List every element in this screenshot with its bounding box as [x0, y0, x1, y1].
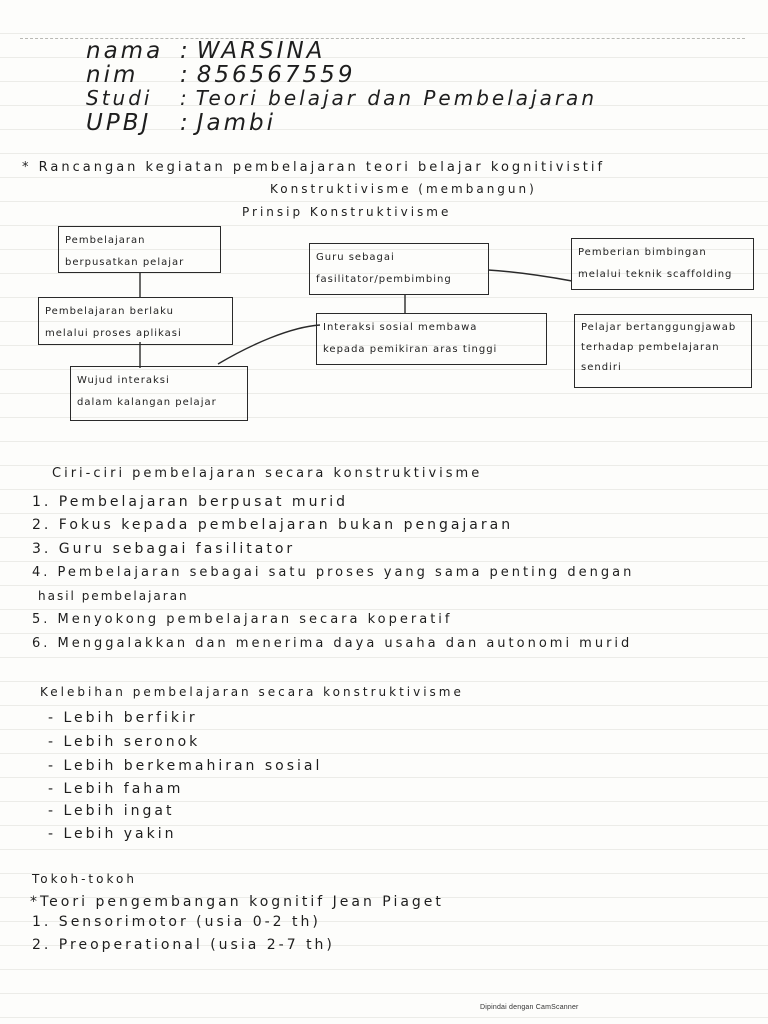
advantage-item: - Lebih seronok: [48, 734, 201, 750]
nim-value: 856567559: [196, 62, 356, 88]
upbj-value: Jambi: [196, 110, 277, 136]
header-nim: nim : 856567559: [86, 62, 356, 88]
studi-value: Teori belajar dan Pembelajaran: [195, 86, 597, 110]
characteristic-item: 4. Pembelajaran sebagai satu proses yang sama penting dengan: [32, 565, 635, 580]
advantage-item: - Lebih berkemahiran sosial: [48, 758, 323, 774]
section-title-line1: * Rancangan kegiatan pembelajaran teori belajar kognitivistif: [22, 160, 606, 175]
figures-title: Tokoh-tokoh: [32, 872, 137, 886]
box-social-interaction: Interaksi sosial membawa kepada pemikiran aras tinggi: [316, 313, 547, 365]
figures-theory: *Teori pengembangan kognitif Jean Piaget: [30, 894, 444, 910]
name-value: WARSINA: [196, 38, 326, 64]
characteristic-item: 3. Guru sebagai fasilitator: [32, 541, 296, 557]
characteristic-item: 6. Menggalakkan dan menerima daya usaha dan autonomi murid: [32, 636, 633, 651]
figures-item: 1. Sensorimotor (usia 0-2 th): [32, 914, 321, 930]
characteristic-item-cont: hasil pembelajaran: [38, 589, 189, 603]
advantage-item: - Lebih faham: [48, 781, 184, 797]
scanner-watermark: Dipindai dengan CamScanner: [480, 1004, 579, 1011]
figures-item: 2. Preoperational (usia 2-7 th): [32, 937, 335, 953]
header-studi: Studi : Teori belajar dan Pembelajaran: [86, 86, 597, 110]
diagram-title: Prinsip Konstruktivisme: [242, 205, 452, 219]
box-scaffolding: Pemberian bimbingan melalui teknik scaffolding: [571, 238, 754, 290]
header-name: nama : WARSINA: [86, 38, 326, 64]
name-label: nama: [86, 38, 164, 64]
section-title-line2: Konstruktivisme (membangun): [270, 182, 537, 196]
characteristic-item: 5. Menyokong pembelajaran secara koperatif: [32, 612, 453, 627]
characteristic-item: 1. Pembelajaran berpusat murid: [32, 494, 348, 510]
box-student-centered: Pembelajaran berpusatkan pelajar: [58, 226, 221, 273]
box-student-responsibility: Pelajar bertanggungjawab terhadap pembelajaran sendiri: [574, 314, 752, 388]
advantage-item: - Lebih ingat: [48, 803, 175, 819]
box-interaction-form: Wujud interaksi dalam kalangan pelajar: [70, 366, 248, 421]
box-learning-via-application: Pembelajaran berlaku melalui proses aplikasi: [38, 297, 233, 345]
studi-label: Studi: [86, 86, 153, 110]
nim-label: nim: [86, 62, 139, 88]
box-teacher-facilitator: Guru sebagai fasilitator/pembimbing: [309, 243, 489, 295]
characteristics-title: Ciri-ciri pembelajaran secara konstruktivisme: [52, 466, 483, 481]
advantages-title: Kelebihan pembelajaran secara konstruktivisme: [40, 685, 464, 699]
characteristic-item: 2. Fokus kepada pembelajaran bukan pengajaran: [32, 517, 514, 533]
header-upbj: UPBJ : Jambi: [86, 110, 277, 136]
advantage-item: - Lebih berfikir: [48, 710, 198, 726]
upbj-label: UPBJ: [86, 110, 152, 136]
advantage-item: - Lebih yakin: [48, 826, 177, 842]
